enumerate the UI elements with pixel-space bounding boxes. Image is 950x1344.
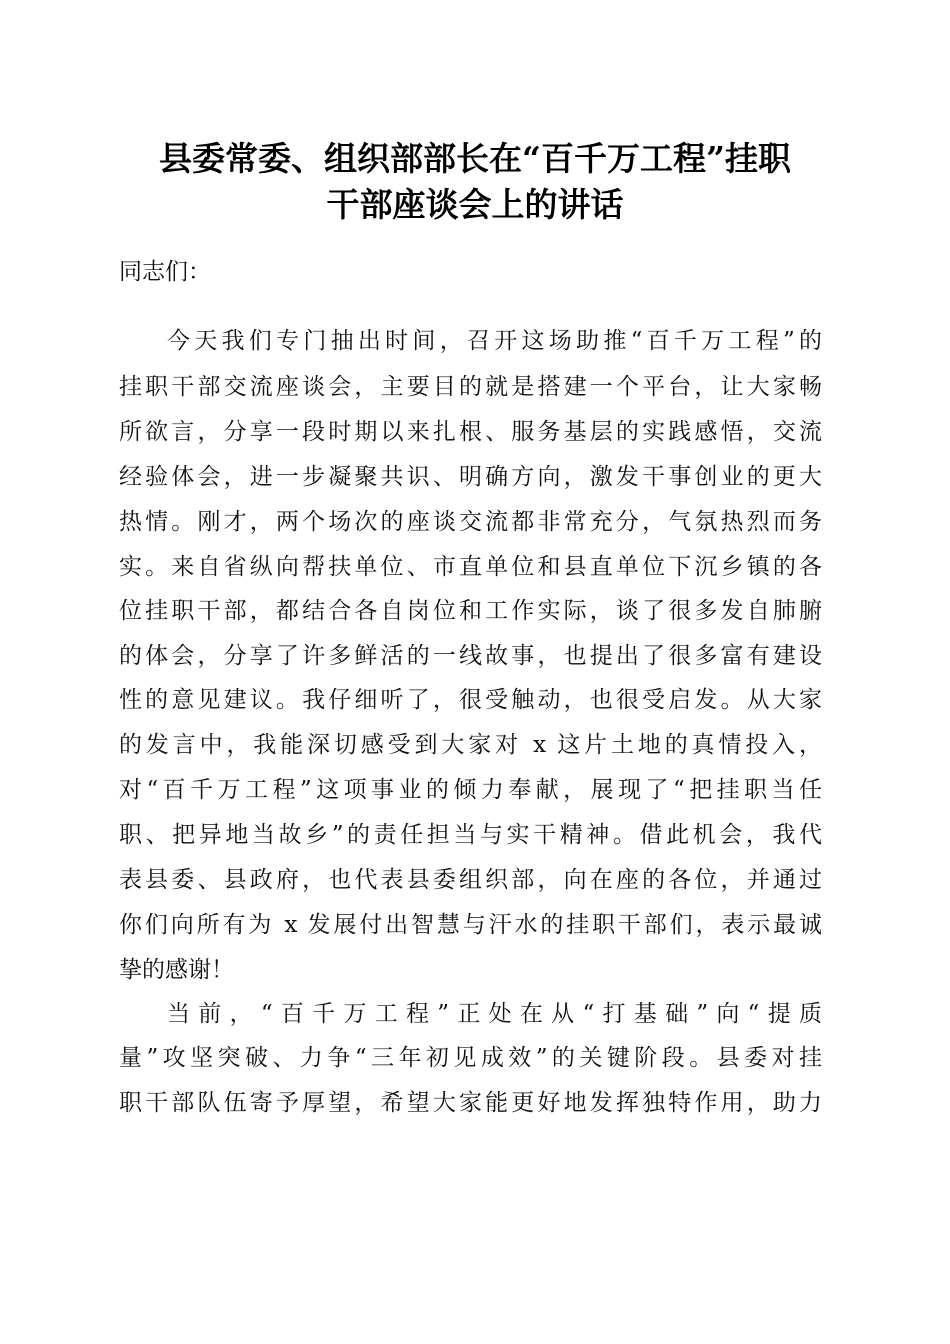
paragraph-line: 所欲言，分享一段时期以来扎根、服务基层的实践感悟，交流 [119, 419, 822, 445]
paragraph-line: 今天我们专门抽出时间，召开这场助推“百千万工程”的 [167, 328, 822, 354]
paragraph-line: 挚的感谢！ [119, 957, 234, 983]
paragraph-line: 的发言中，我能深切感受到大家对 x 这片土地的真情投入， [119, 732, 822, 758]
paragraph-line: 职干部队伍寄予厚望，希望大家能更好地发挥独特作用，助力 [119, 1090, 822, 1116]
paragraph-line: 表县委、县政府，也代表县委组织部，向在座的各位，并通过 [119, 867, 822, 893]
paragraph-line: 对“百千万工程”这项事业的倾力奉献，展现了“把挂职当任 [119, 777, 822, 803]
paragraph-line: 热情。刚才，两个场次的座谈交流都非常充分，气氛热烈而务 [119, 509, 822, 535]
paragraph-line: 挂职干部交流座谈会，主要目的就是搭建一个平台，让大家畅 [119, 374, 822, 400]
salutation: 同志们： [119, 259, 211, 285]
paragraph-line: 经验体会，进一步凝聚共识、明确方向，激发干事创业的更大 [119, 464, 822, 490]
paragraph-line: 职、把异地当故乡”的责任担当与实干精神。借此机会，我代 [119, 822, 822, 848]
paragraph-line: 的体会，分享了许多鲜活的一线故事，也提出了很多富有建设 [119, 643, 822, 669]
paragraph-line: 位挂职干部，都结合各自岗位和工作实际，谈了很多发自肺腑 [119, 598, 822, 624]
document-title-line-1: 县委常委、组织部部长在“百千万工程”挂职 [159, 139, 791, 178]
paragraph-line: 实。来自省纵向帮扶单位、市直单位和县直单位下沉乡镇的各 [119, 554, 822, 580]
paragraph-line: 性的意见建议。我仔细听了，很受触动，也很受启发。从大家 [119, 687, 822, 713]
paragraph-line: 你们向所有为 x 发展付出智慧与汗水的挂职干部们，表示最诚 [119, 912, 822, 938]
paragraph-line: 量”攻坚突破、力争“三年初见成效”的关键阶段。县委对挂 [119, 1045, 822, 1071]
paragraph-line: 当前，“百千万工程”正处在从“打基础”向“提质 [167, 1001, 822, 1027]
document-title-line-2: 干部座谈会上的讲话 [326, 185, 624, 224]
